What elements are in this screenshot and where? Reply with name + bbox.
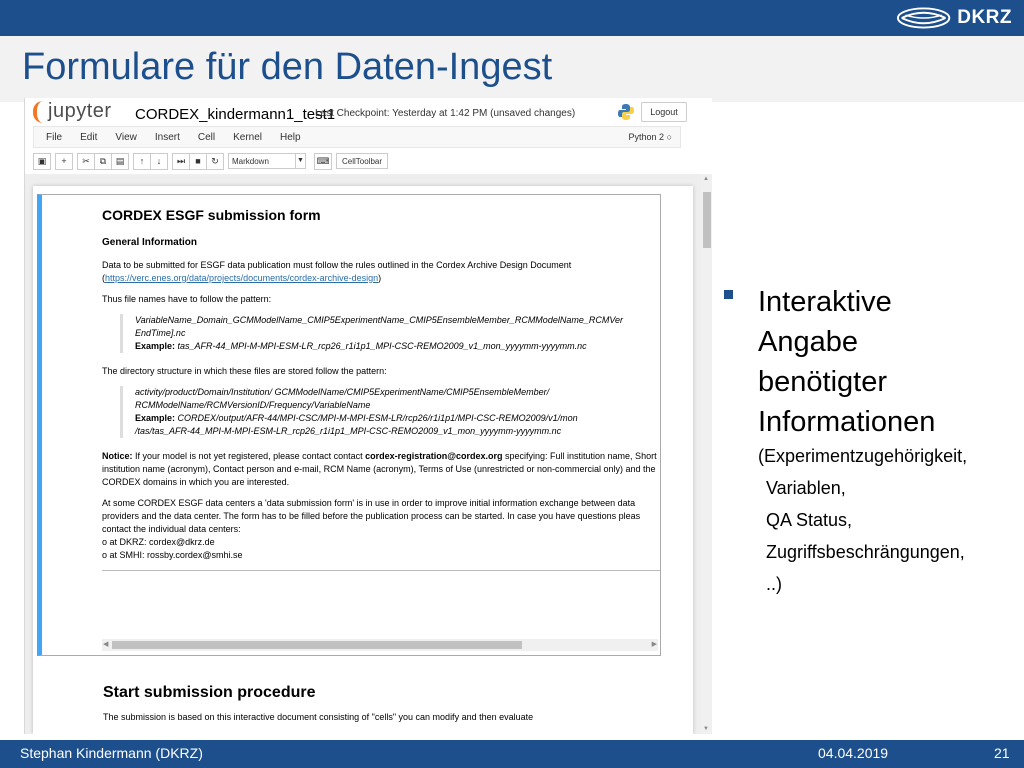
chevron-down-icon: ▼ [295, 154, 305, 168]
cut-icon[interactable]: ✂ [77, 153, 95, 170]
filename-pattern-quote [120, 314, 661, 353]
notebook-name[interactable]: CORDEX_kindermann1_test1 [135, 106, 336, 123]
bullet-sub-line: (Experimentzugehörigkeit, [758, 446, 968, 466]
dkrz-logo-icon [896, 5, 951, 31]
submission-paragraph [102, 497, 661, 562]
dir-example-2: /tas/tas_AFR-44_MPI-M-MPI-ESM-LR_rcp26_r1i1p1_MPI-CSC-REMO2009_v1_mon_yyyymm-yyyymm.nc [135, 426, 562, 436]
stop-icon[interactable]: ■ [189, 153, 207, 170]
footer-bar [0, 740, 1024, 768]
file-names-intro: Thus file names have to follow the pattern: [102, 294, 272, 304]
slide-title: Formulare für den Daten-Ingest [22, 46, 553, 88]
scroll-down-icon[interactable]: ▼ [703, 726, 709, 732]
submission-text: At some CORDEX ESGF data centers a 'data submission form' is in use in order to improve initial information exchange between data providers and the data center. The form has to be filled before the publication process can be started. In case you have questions pleas contact the individual data centers: [102, 498, 641, 534]
notice-label: Notice: [102, 451, 133, 461]
bullet-line: Angabe [758, 326, 858, 358]
footer-page-number: 21 [994, 745, 1010, 761]
menu-cell[interactable]: Cell [197, 131, 216, 143]
menu-edit[interactable]: Edit [80, 131, 98, 143]
jupyter-logo[interactable] [33, 100, 112, 123]
jupyter-logo-text: jupyter [48, 100, 112, 122]
celltoolbar-button[interactable]: CellToolbar [336, 153, 388, 169]
bullet-sub-line: ..) [766, 574, 782, 594]
notice-text-2: specifying: Full institution name, Short institution name (acronym), Contact person and e-mail, RCM Name (acronym), Terms of Use (unrestricted or non-commercial only) and the CORDEX domains in which you are interested. [102, 451, 657, 487]
intro-text: Data to be submitted for ESGF data publication must follow the rules outlined in the Cordex Archive Design Document [102, 260, 572, 270]
scroll-up-icon[interactable]: ▲ [703, 176, 709, 182]
dir-example-1: CORDEX/output/AFR-44/MPI-CSC/MPI-M-MPI-ESM-LR/rcp26/r1i1p1/MPI-CSC-REMO2009/v1/mon [177, 413, 578, 423]
scroll-right-icon[interactable]: ▶ [651, 641, 657, 648]
cell-divider [102, 570, 661, 571]
dkrz-logo [896, 3, 1012, 33]
link-open: ( [102, 273, 105, 283]
footer-date: 04.04.2019 [818, 745, 889, 761]
cell-heading: CORDEX ESGF submission form [102, 207, 321, 223]
cell-content [102, 203, 661, 571]
horizontal-scroll-thumb[interactable] [112, 641, 522, 649]
bullet-line: benötigter [758, 366, 887, 398]
jupyter-logo-icon [33, 101, 45, 123]
markdown-cell[interactable] [37, 194, 661, 656]
dir-pattern-2: RCMModelName/RCMVersionID/Frequency/VariableName [135, 400, 371, 410]
cell-type-select[interactable] [228, 153, 306, 169]
section2-heading: Start submission procedure [103, 684, 316, 701]
example-label: Example: [135, 341, 176, 351]
directory-intro: The directory structure in which these files are stored follow the pattern: [102, 366, 387, 376]
dir-pattern-1: activity/product/Domain/Institution/ GCMModelName/CMIP5ExperimentName/CMIP5EnsembleMember/ [135, 387, 550, 397]
notice-email: cordex-registration@cordex.org [365, 451, 503, 461]
notebook-toolbar [33, 151, 681, 171]
restart-icon[interactable]: ↻ [206, 153, 224, 170]
bullet-main-text [758, 282, 1018, 442]
cell-subheading: General Information [102, 237, 198, 248]
notebook-menubar [33, 126, 681, 148]
vertical-scrollbar[interactable] [701, 174, 712, 734]
footer-author: Stephan Kindermann (DKRZ) [20, 745, 203, 761]
vertical-scroll-thumb[interactable] [703, 192, 711, 248]
filename-example: tas_AFR-44_MPI-M-MPI-ESM-LR_rcp26_r1i1p1_MPI-CSC-REMO2009_v1_mon_yyyymm-yyyymm.nc [177, 341, 587, 351]
checkpoint-status: Last Checkpoint: Yesterday at 1:42 PM (unsaved changes) [315, 108, 576, 119]
keyboard-icon[interactable]: ⌨ [314, 153, 332, 170]
copy-icon[interactable]: ⧉ [94, 153, 112, 170]
archive-design-link[interactable]: https://verc.enes.org/data/projects/documents/cordex-archive-design [105, 273, 379, 283]
scroll-left-icon[interactable]: ◀ [103, 641, 109, 648]
save-icon[interactable]: ▣ [33, 153, 51, 170]
bullet-sub-line: Zugriffsbeschrängungen, [766, 542, 965, 562]
kernel-status-icon: ○ [666, 132, 672, 142]
logout-button[interactable]: Logout [641, 102, 687, 122]
move-up-icon[interactable]: ↑ [133, 153, 151, 170]
menu-kernel[interactable]: Kernel [233, 131, 263, 143]
paste-icon[interactable]: ▤ [111, 153, 129, 170]
dir-example-label: Example: [135, 413, 176, 423]
bullet-line: Interaktive [758, 286, 892, 318]
move-down-icon[interactable]: ↓ [150, 153, 168, 170]
header-bar [0, 0, 1024, 36]
directory-pattern-quote [120, 386, 661, 438]
link-close: ) [378, 273, 382, 283]
section2-text: The submission is based on this interactive document consisting of "cells" you can modify and then evaluate [103, 712, 534, 722]
menu-help[interactable]: Help [280, 131, 301, 143]
cell-intro [102, 259, 661, 285]
contact-smhi: o at SMHI: rossby.cordex@smhi.se [102, 550, 243, 560]
notebook-header [25, 98, 712, 174]
bullet-line: Informationen [758, 406, 936, 438]
kernel-name: Python 2 [628, 132, 665, 142]
logo-text: DKRZ [957, 7, 1012, 28]
notice-paragraph [102, 450, 661, 489]
horizontal-scrollbar[interactable] [102, 639, 658, 651]
filename-pattern-2: EndTime].nc [135, 328, 186, 338]
jupyter-notebook-screenshot [24, 98, 712, 734]
kernel-indicator [629, 132, 672, 142]
add-cell-icon[interactable]: + [55, 153, 73, 170]
run-icon[interactable]: ⏭ [172, 153, 190, 170]
bullet-sub-text [758, 440, 1024, 600]
cell-type-value: Markdown [232, 156, 269, 166]
menu-file[interactable]: File [46, 131, 63, 143]
bullet-sub-line: Variablen, [766, 478, 846, 498]
filename-pattern-1: VariableName_Domain_GCMModelName_CMIP5ExperimentName_CMIP5EnsembleMember_RCMModelName_RCMVer [135, 315, 624, 325]
notebook-page [33, 186, 693, 734]
python-icon [617, 103, 635, 121]
bullet-sub-line: QA Status, [766, 510, 853, 530]
bullet-square-icon [724, 290, 733, 299]
notice-text-1: If your model is not yet registered, please contact contact [135, 451, 363, 461]
menu-insert[interactable]: Insert [154, 131, 180, 143]
menu-view[interactable]: View [115, 131, 137, 143]
contact-dkrz: o at DKRZ: cordex@dkrz.de [102, 537, 215, 547]
